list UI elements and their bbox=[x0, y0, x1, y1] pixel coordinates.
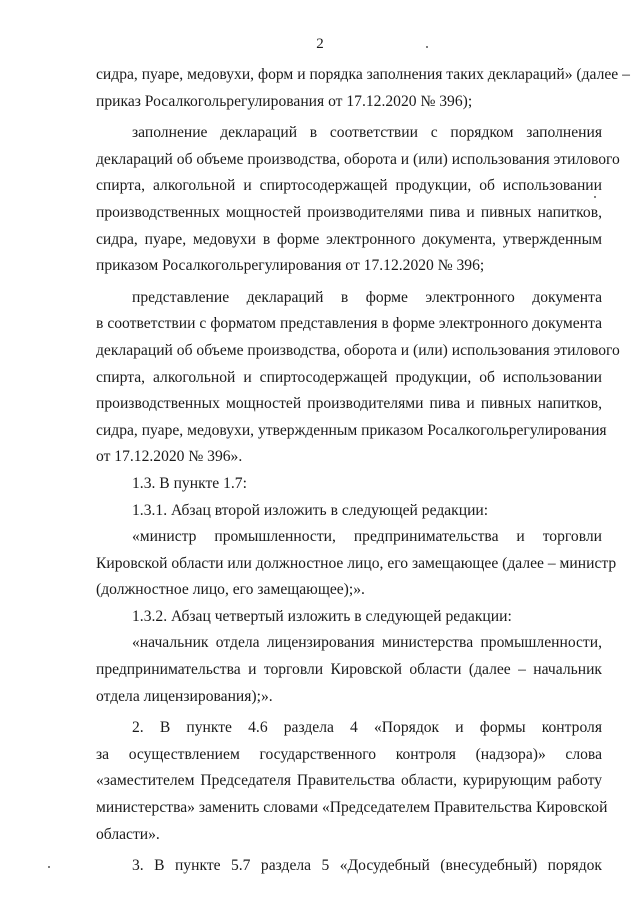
text-line: 1.3.2. Абзац четвертый изложить в следующей редакции: bbox=[132, 607, 512, 625]
text-line: представление деклараций в форме электронного документа bbox=[132, 288, 602, 306]
text-line: заполнение деклараций в соответствии с порядком заполнения bbox=[132, 124, 602, 142]
text-line: предпринимательства и торговли Кировской области (далее – начальник bbox=[96, 661, 602, 679]
scan-speck bbox=[426, 46, 428, 48]
text-line: спирта, алкогольной и спиртосодержащей продукции, об использовании bbox=[96, 177, 602, 195]
text-line: сидра, пуаре, медовухи в форме электронного документа, утвержденным bbox=[96, 230, 602, 248]
text-line: приказом Росалкогольрегулирования от 17.12.2020 № 396; bbox=[96, 257, 485, 275]
text-line: министерства» заменить словами «Председателем Правительства Кировской bbox=[96, 799, 608, 817]
text-line: производственных мощностей производителями пива и пивных напитков, bbox=[96, 395, 602, 413]
text-line: области». bbox=[96, 825, 160, 843]
text-line: 2. В пункте 4.6 раздела 4 «Порядок и формы контроля bbox=[132, 719, 602, 737]
text-line: приказ Росалкогольрегулирования от 17.12.2020 № 396); bbox=[96, 92, 473, 110]
text-line: (должностное лицо, его замещающее);». bbox=[96, 581, 365, 599]
scan-speck bbox=[594, 196, 596, 198]
text-line: «начальник отдела лицензирования министерства промышленности, bbox=[132, 634, 602, 652]
page-number: 2 bbox=[316, 36, 324, 52]
text-line: Кировской области или должностное лицо, его замещающее (далее – министр bbox=[96, 554, 617, 572]
text-line: 1.3. В пункте 1.7: bbox=[132, 474, 247, 492]
text-line: деклараций об объеме производства, оборота и (или) использования этилового bbox=[96, 150, 620, 168]
text-line: производственных мощностей производителями пива и пивных напитков, bbox=[96, 203, 602, 221]
text-line: деклараций об объеме производства, оборота и (или) использования этилового bbox=[96, 341, 620, 359]
text-line: 1.3.1. Абзац второй изложить в следующей редакции: bbox=[132, 501, 489, 519]
text-line: за осуществлением государственного контроля (надзора)» слова bbox=[96, 745, 602, 763]
text-line: от 17.12.2020 № 396». bbox=[96, 448, 243, 466]
text-line: сидра, пуаре, медовухи, форм и порядка заполнения таких деклараций» (далее – bbox=[96, 66, 630, 83]
text-line: «заместителем Председателя Правительства области, курирующим работу bbox=[96, 772, 602, 790]
text-line: спирта, алкогольной и спиртосодержащей продукции, об использовании bbox=[96, 368, 602, 386]
text-line: в соответствии с форматом представления в форме электронного документа bbox=[96, 315, 602, 333]
text-line: отдела лицензирования);». bbox=[96, 687, 273, 705]
scan-speck bbox=[48, 866, 50, 868]
text-line: «министр промышленности, предпринимательства и торговли bbox=[132, 528, 602, 546]
text-line: сидра, пуаре, медовухи, утвержденным приказом Росалкогольрегулирования bbox=[96, 421, 607, 439]
text-line: 3. В пункте 5.7 раздела 5 «Досудебный (внесудебный) порядок bbox=[132, 857, 602, 875]
document-body bbox=[96, 62, 630, 880]
